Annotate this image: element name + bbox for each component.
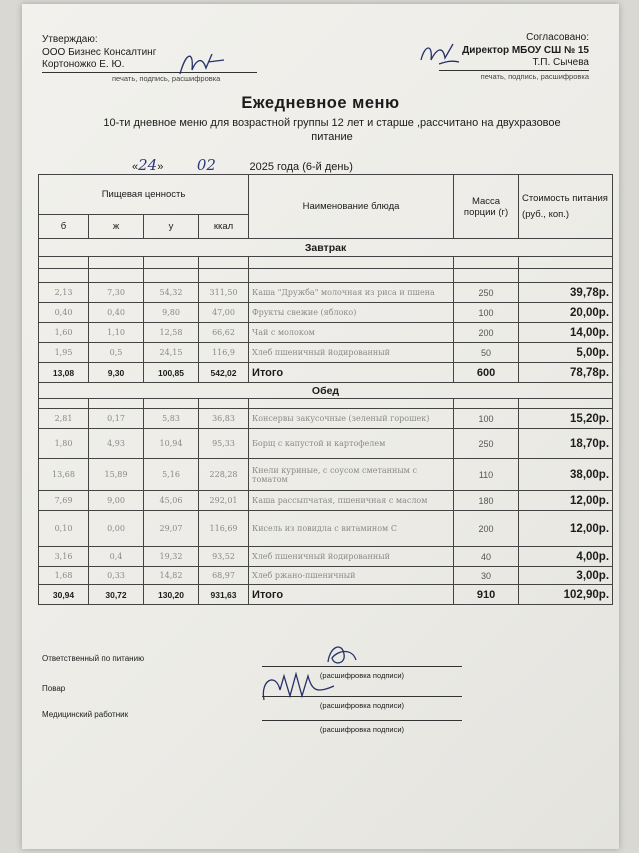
lunch-cell-kcal: 292,01 — [199, 491, 249, 511]
breakfast-cell-b: 1,60 — [39, 323, 89, 343]
breakfast-cell-zh: 0,5 — [89, 343, 144, 363]
breakfast-cell-mass: 200 — [454, 323, 519, 343]
lunch-cell-u: 45,06 — [144, 491, 199, 511]
agree-signature — [415, 38, 465, 70]
lunch-cell-zh: 0,00 — [89, 511, 144, 547]
signature-medic-hint: (расшифровка подписи) — [319, 725, 405, 734]
breakfast-cell-kcal: 116,9 — [199, 343, 249, 363]
lunch-total-u: 130,20 — [144, 585, 199, 605]
breakfast-cell-dish: Хлеб пшеничный йодированный — [249, 343, 454, 363]
breakfast-row — [39, 343, 613, 363]
lunch-cell-b: 3,16 — [39, 547, 89, 567]
header-dish: Наименование блюда — [249, 175, 454, 239]
lunch-row — [39, 429, 613, 459]
header-mass: Масса порции (г) — [454, 175, 519, 239]
breakfast-cell-b: 0,40 — [39, 303, 89, 323]
date-month: 02 — [196, 156, 216, 174]
approve-name: Кортоножко Е. Ю. — [42, 59, 257, 73]
menu-table — [38, 174, 613, 605]
lunch-cell-dish: Хлеб пшеничный йодированный — [249, 547, 454, 567]
header-nutrition: Пищевая ценность — [39, 175, 249, 215]
lunch-total-row — [39, 585, 613, 605]
breakfast-cell-u: 9,80 — [144, 303, 199, 323]
lunch-cell-price: 38,00р. — [519, 459, 613, 491]
breakfast-cell-zh: 1,10 — [89, 323, 144, 343]
header-zh: ж — [89, 215, 144, 239]
lunch-cell-zh: 0,33 — [89, 567, 144, 585]
section-breakfast: Завтрак — [39, 239, 613, 257]
lunch-row — [39, 459, 613, 491]
breakfast-row — [39, 283, 613, 303]
lunch-cell-u: 5,16 — [144, 459, 199, 491]
lunch-cell-zh: 4,93 — [89, 429, 144, 459]
breakfast-cell-price: 14,00р. — [519, 323, 613, 343]
lunch-cell-dish: Кисель из повидла с витамином С — [249, 511, 454, 547]
breakfast-total-label: Итого — [249, 363, 454, 383]
breakfast-cell-dish: Чай с молоком — [249, 323, 454, 343]
lunch-cell-mass: 30 — [454, 567, 519, 585]
breakfast-cell-b: 1,95 — [39, 343, 89, 363]
lunch-cell-kcal: 36,83 — [199, 409, 249, 429]
lunch-cell-kcal: 68,97 — [199, 567, 249, 585]
page-subtitle: 10-ти дневное меню для возрастной группы 12 лет и старше ,рассчитано на двухразовое питание — [103, 117, 561, 143]
lunch-cell-dish: Борщ с капустой и картофелем — [249, 429, 454, 459]
lunch-cell-price: 4,00р. — [519, 547, 613, 567]
lunch-cell-zh: 0,4 — [89, 547, 144, 567]
lunch-cell-mass: 250 — [454, 429, 519, 459]
breakfast-row — [39, 303, 613, 323]
header-u: у — [144, 215, 199, 239]
lunch-row — [39, 491, 613, 511]
agree-hint: печать, подпись, расшифровка — [480, 71, 589, 81]
lunch-cell-kcal: 116,69 — [199, 511, 249, 547]
breakfast-cell-price: 39,78р. — [519, 283, 613, 303]
agree-name: Т.П. Сычева — [439, 57, 589, 71]
breakfast-cell-zh: 7,30 — [89, 283, 144, 303]
breakfast-row — [39, 323, 613, 343]
breakfast-cell-zh: 0,40 — [89, 303, 144, 323]
breakfast-cell-u: 12,58 — [144, 323, 199, 343]
lunch-row — [39, 409, 613, 429]
lunch-cell-mass: 180 — [454, 491, 519, 511]
lunch-cell-price: 12,00р. — [519, 511, 613, 547]
lunch-cell-b: 1,80 — [39, 429, 89, 459]
signature-responsible-hint: (расшифровка подписи) — [319, 671, 405, 680]
lunch-total-b: 30,94 — [39, 585, 89, 605]
lunch-cell-dish: Кнели куриные, с соусом сметанным с томатом — [249, 459, 454, 491]
breakfast-cell-price: 5,00р. — [519, 343, 613, 363]
lunch-cell-u: 14,82 — [144, 567, 199, 585]
menu-document — [22, 4, 619, 849]
lunch-cell-mass: 200 — [454, 511, 519, 547]
lunch-cell-price: 15,20р. — [519, 409, 613, 429]
breakfast-total-row — [39, 363, 613, 383]
lunch-cell-mass: 40 — [454, 547, 519, 567]
signature-medic-label: Медицинский работник — [42, 710, 129, 719]
breakfast-cell-u: 54,32 — [144, 283, 199, 303]
breakfast-cell-mass: 100 — [454, 303, 519, 323]
section-lunch: Обед — [39, 383, 613, 399]
breakfast-rows — [39, 283, 613, 363]
signature-cook-label: Повар — [42, 684, 66, 693]
approve-org: ООО Бизнес Консалтинг — [42, 46, 157, 58]
lunch-cell-mass: 110 — [454, 459, 519, 491]
lunch-cell-u: 5,83 — [144, 409, 199, 429]
breakfast-cell-kcal: 311,50 — [199, 283, 249, 303]
breakfast-cell-price: 20,00р. — [519, 303, 613, 323]
breakfast-total-price: 78,78р. — [519, 363, 613, 383]
lunch-cell-zh: 9,00 — [89, 491, 144, 511]
signature-medic-line — [262, 720, 462, 721]
lunch-cell-b: 7,69 — [39, 491, 89, 511]
lunch-cell-price: 12,00р. — [519, 491, 613, 511]
breakfast-cell-mass: 250 — [454, 283, 519, 303]
approve-label: Утверждаю: — [42, 34, 98, 45]
lunch-cell-b: 1,68 — [39, 567, 89, 585]
breakfast-cell-b: 2,13 — [39, 283, 89, 303]
lunch-total-mass: 910 — [454, 585, 519, 605]
breakfast-total-u: 100,85 — [144, 363, 199, 383]
lunch-cell-zh: 0,17 — [89, 409, 144, 429]
lunch-cell-b: 2,81 — [39, 409, 89, 429]
lunch-cell-u: 29,07 — [144, 511, 199, 547]
lunch-cell-kcal: 93,52 — [199, 547, 249, 567]
menu-date: «24» 02 2025 года (6-й день) — [132, 156, 353, 174]
header-cost: Стоимость питания (руб., коп.) — [519, 175, 613, 239]
lunch-total-label: Итого — [249, 585, 454, 605]
lunch-total-zh: 30,72 — [89, 585, 144, 605]
lunch-cell-u: 19,32 — [144, 547, 199, 567]
page-title: Ежедневное меню — [241, 94, 400, 112]
lunch-cell-b: 0,10 — [39, 511, 89, 547]
breakfast-total-zh: 9,30 — [89, 363, 144, 383]
agree-position: Директор МБОУ СШ № 15 — [462, 44, 589, 56]
lunch-rows — [39, 409, 613, 585]
lunch-cell-dish: Хлеб ржано-пшеничный — [249, 567, 454, 585]
breakfast-cell-dish: Фрукты свежие (яблоко) — [249, 303, 454, 323]
date-rest: 2025 года (6-й день) — [249, 161, 353, 173]
agree-label: Согласовано: — [526, 32, 589, 43]
lunch-row — [39, 567, 613, 585]
breakfast-cell-dish: Каша "Дружба" молочная из риса и пшена — [249, 283, 454, 303]
lunch-cell-price: 18,70р. — [519, 429, 613, 459]
signature-cook-hint: (расшифровка подписи) — [319, 701, 405, 710]
lunch-cell-kcal: 95,33 — [199, 429, 249, 459]
lunch-cell-mass: 100 — [454, 409, 519, 429]
breakfast-cell-kcal: 66,62 — [199, 323, 249, 343]
lunch-cell-b: 13,68 — [39, 459, 89, 491]
lunch-cell-zh: 15,89 — [89, 459, 144, 491]
lunch-row — [39, 547, 613, 567]
breakfast-cell-u: 24,15 — [144, 343, 199, 363]
lunch-row — [39, 511, 613, 547]
breakfast-cell-kcal: 47,00 — [199, 303, 249, 323]
lunch-cell-price: 3,00р. — [519, 567, 613, 585]
breakfast-total-b: 13,08 — [39, 363, 89, 383]
approve-hint: печать, подпись, расшифровка — [112, 73, 221, 83]
date-day: 24 — [138, 156, 158, 174]
cook-signature — [254, 666, 344, 706]
lunch-cell-u: 10,94 — [144, 429, 199, 459]
header-kcal: ккал — [199, 215, 249, 239]
breakfast-cell-mass: 50 — [454, 343, 519, 363]
lunch-total-price: 102,90р. — [519, 585, 613, 605]
lunch-cell-kcal: 228,28 — [199, 459, 249, 491]
lunch-cell-dish: Каша рассыпчатая, пшеничная с маслом — [249, 491, 454, 511]
lunch-cell-dish: Консервы закусочные (зеленый горошек) — [249, 409, 454, 429]
breakfast-total-mass: 600 — [454, 363, 519, 383]
signature-responsible-label: Ответственный по питанию — [42, 654, 145, 663]
approve-signature — [172, 46, 232, 80]
breakfast-total-kcal: 542,02 — [199, 363, 249, 383]
header-b: б — [39, 215, 89, 239]
lunch-total-kcal: 931,63 — [199, 585, 249, 605]
